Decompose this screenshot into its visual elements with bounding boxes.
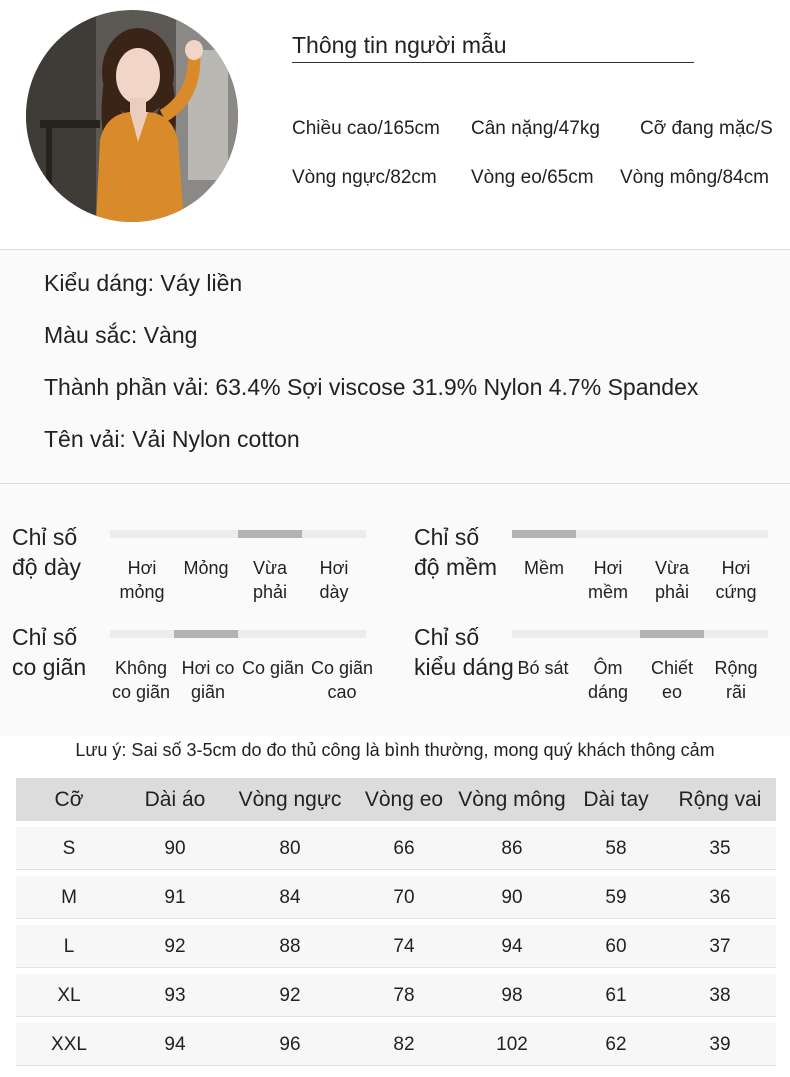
product-attributes xyxy=(0,250,790,483)
cell: 92 xyxy=(279,985,301,1006)
table-row xyxy=(16,925,776,968)
cell-size: M xyxy=(61,887,77,908)
stretch-option: Hơi co giãn xyxy=(181,658,235,702)
cell: 86 xyxy=(501,838,523,859)
stretch-index-label: Chỉ số co giãn xyxy=(12,624,87,680)
stretch-selected-segment xyxy=(174,630,238,638)
cell: 82 xyxy=(393,1034,415,1055)
softness-option: Vừa phải xyxy=(654,558,690,602)
header-shoulder: Rộng vai xyxy=(678,788,762,811)
attr-style: Kiểu dáng: Váy liền xyxy=(44,270,243,296)
measurement-note: Lưu ý: Sai số 3-5cm do đo thủ công là bình thường, mong quý khách thông cảm xyxy=(75,740,715,760)
attr-fabric: Tên vải: Vải Nylon cotton xyxy=(44,426,300,452)
table-row xyxy=(16,827,776,870)
cell: 92 xyxy=(164,936,186,957)
cell-size: L xyxy=(63,936,75,957)
softness-index-label: Chỉ số độ mềm xyxy=(414,524,498,580)
fit-index-label: Chỉ số kiểu dáng xyxy=(414,624,514,680)
softness-option: Hơi mềm xyxy=(588,558,628,602)
fit-option: Bó sát xyxy=(517,658,569,678)
cell: 62 xyxy=(605,1034,627,1055)
header-bust: Vòng ngực xyxy=(238,788,342,811)
stretch-option: Không co giãn xyxy=(111,658,171,702)
stretch-scale xyxy=(110,630,366,638)
cell: 66 xyxy=(393,838,415,859)
fit-option: Rộng rãi xyxy=(714,658,758,702)
table-row xyxy=(16,1023,776,1066)
header-hip: Vòng mông xyxy=(458,788,566,811)
cell: 90 xyxy=(164,838,186,859)
model-weight: Cân nặng/47kg xyxy=(471,118,600,139)
thickness-option: Hơi mỏng xyxy=(119,558,165,602)
thickness-option: Hơi dày xyxy=(319,558,349,602)
header-length: Dài áo xyxy=(144,788,206,811)
fit-option: Ôm dáng xyxy=(587,658,629,702)
fit-option: Chiết eo xyxy=(650,658,694,702)
cell: 35 xyxy=(709,838,731,859)
thickness-selected-segment xyxy=(238,530,302,538)
model-bust: Vòng ngực/82cm xyxy=(292,167,437,188)
model-info-section xyxy=(0,0,790,250)
header-sleeve: Dài tay xyxy=(583,788,649,811)
model-photo xyxy=(26,10,238,222)
cell: 91 xyxy=(164,887,186,908)
cell: 70 xyxy=(393,887,415,908)
model-waist: Vòng eo/65cm xyxy=(471,167,594,188)
cell: 84 xyxy=(279,887,301,908)
cell: 60 xyxy=(605,936,627,957)
thickness-index-label: Chỉ số độ dày xyxy=(12,524,82,580)
attr-composition: Thành phần vải: 63.4% Sợi viscose 31.9% Nylon 4.7% Spandex xyxy=(44,374,699,400)
cell: 96 xyxy=(279,1034,301,1055)
softness-scale xyxy=(512,530,768,538)
cell-size: XL xyxy=(57,985,81,1006)
fit-scale xyxy=(512,630,768,638)
cell: 94 xyxy=(164,1034,186,1055)
thickness-option: Mỏng xyxy=(183,558,229,578)
cell-size: S xyxy=(62,838,76,859)
stretch-option: Co giãn cao xyxy=(310,658,374,702)
model-info-title: Thông tin người mẫu xyxy=(292,32,507,58)
model-photo-illustration xyxy=(26,10,238,222)
cell: 38 xyxy=(709,985,731,1006)
table-row xyxy=(16,876,776,919)
cell: 61 xyxy=(605,985,627,1006)
cell: 58 xyxy=(605,838,627,859)
cell: 78 xyxy=(393,985,415,1006)
model-hip: Vòng mông/84cm xyxy=(620,167,769,188)
header-waist: Vòng eo xyxy=(364,788,444,811)
stretch-option: Co giãn xyxy=(241,658,305,678)
cell: 93 xyxy=(164,985,186,1006)
model-size-worn: Cỡ đang mặc/S xyxy=(640,118,773,139)
title-underline xyxy=(292,62,694,63)
softness-option: Mềm xyxy=(524,558,564,578)
model-height: Chiều cao/165cm xyxy=(292,118,440,139)
cell: 94 xyxy=(501,936,523,957)
thickness-option: Vừa phải xyxy=(252,558,288,602)
cell: 36 xyxy=(709,887,731,908)
softness-selected-segment xyxy=(512,530,576,538)
cell: 88 xyxy=(279,936,301,957)
cell: 102 xyxy=(496,1034,528,1055)
cell: 59 xyxy=(605,887,627,908)
cell: 80 xyxy=(279,838,301,859)
cell-size: XXL xyxy=(51,1034,87,1055)
cell: 90 xyxy=(501,887,523,908)
table-header-row xyxy=(16,778,776,821)
cell: 37 xyxy=(709,936,731,957)
softness-option: Hơi cứng xyxy=(715,558,757,602)
header-size: Cỡ xyxy=(54,788,84,811)
fit-selected-segment xyxy=(640,630,704,638)
cell: 98 xyxy=(501,985,523,1006)
thickness-scale xyxy=(110,530,366,538)
attr-color: Màu sắc: Vàng xyxy=(44,322,198,348)
cell: 39 xyxy=(709,1034,731,1055)
table-row xyxy=(16,974,776,1017)
fabric-indexes xyxy=(0,484,790,736)
cell: 74 xyxy=(393,936,415,957)
